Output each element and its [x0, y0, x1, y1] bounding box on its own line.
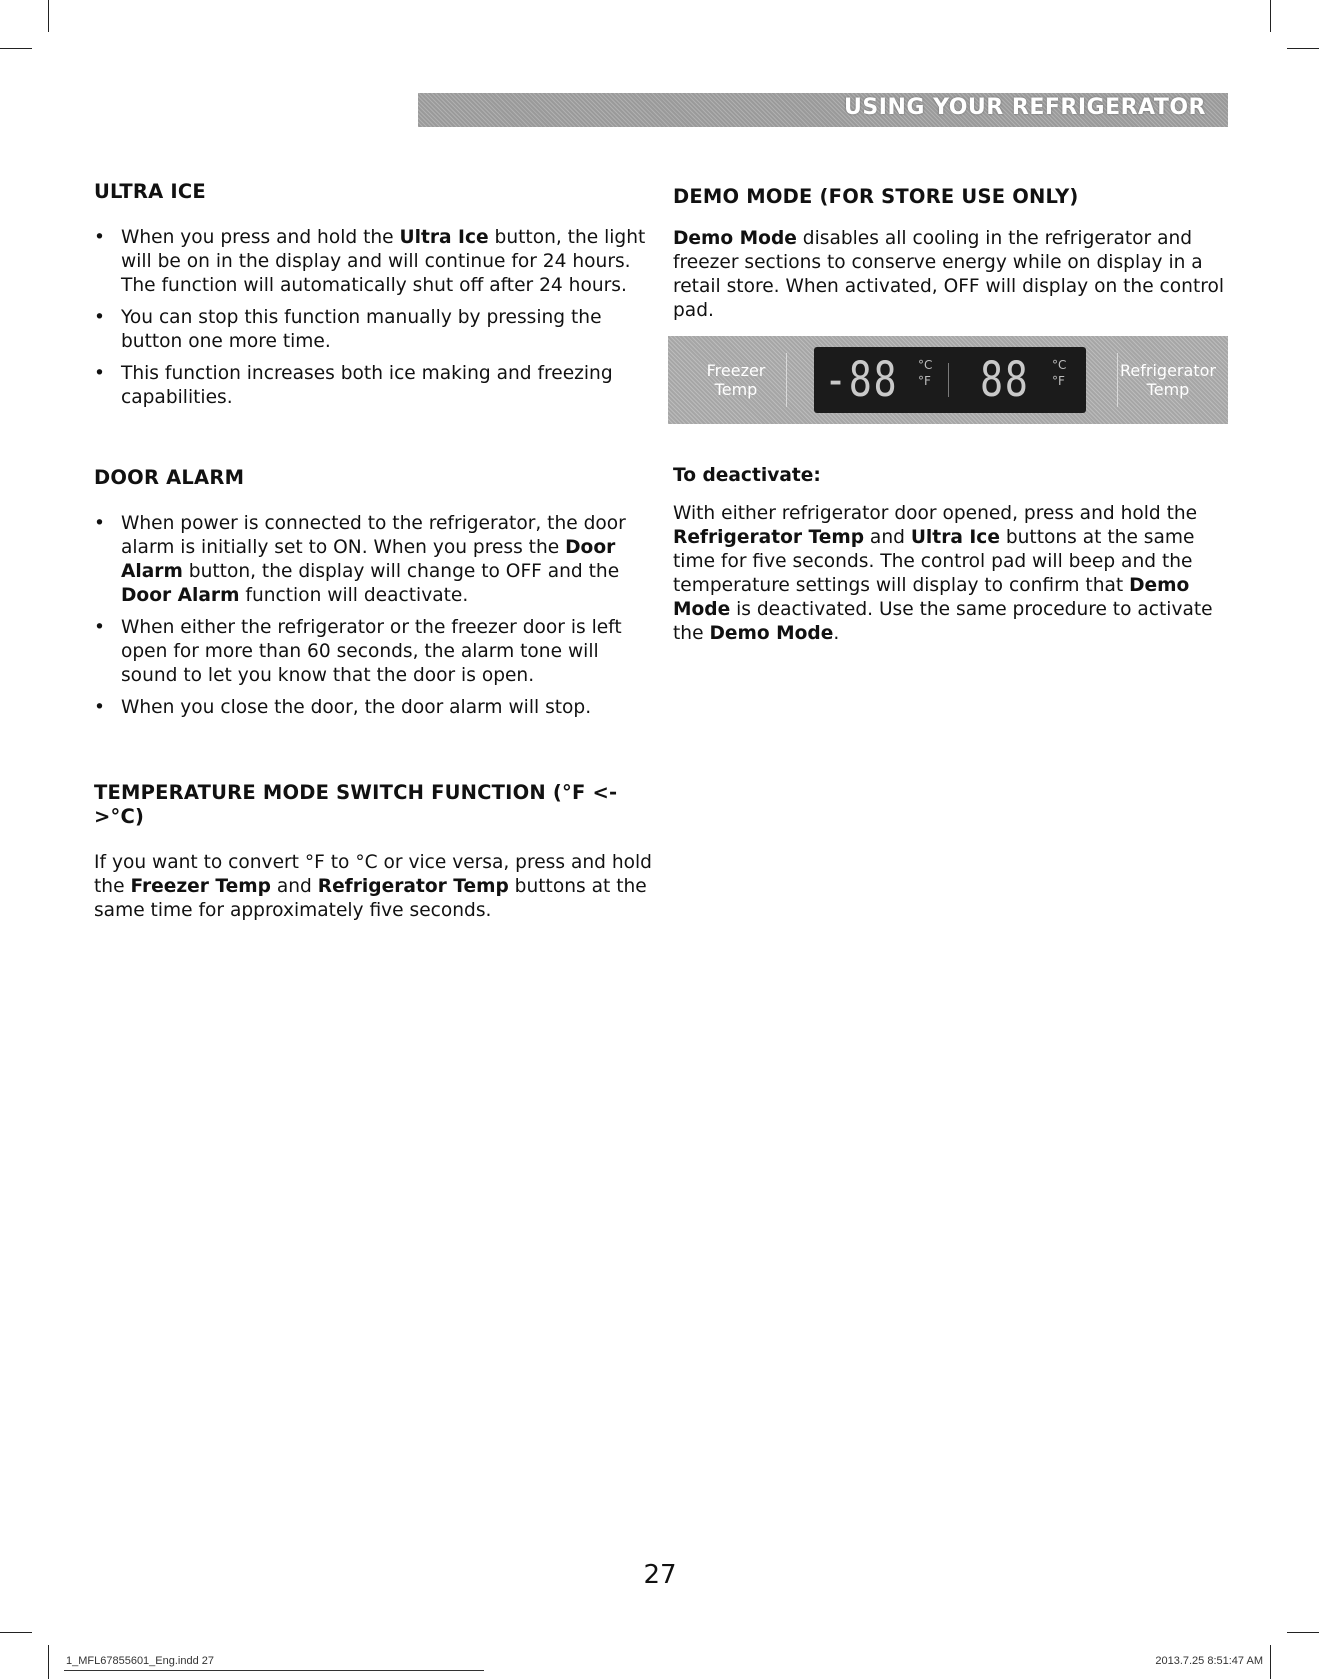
demo-mode-term: Demo Mode [673, 228, 797, 249]
text-run: disables all cooling in the refrigerator and freezer sections to conserve energy while on display in a retail store. When activated, OFF will display on the control pad. [673, 228, 1225, 321]
bullet-icon: • [94, 363, 105, 384]
crop-mark [0, 1632, 32, 1633]
celsius-indicator: °C [1052, 358, 1067, 372]
text-run: . [833, 623, 840, 644]
door-alarm-section [94, 466, 654, 728]
text-run: buttons at the same time for approximately five seconds. [94, 876, 647, 921]
control-panel-illustration [668, 336, 1228, 424]
lcd-display [814, 347, 1086, 413]
refrigerator-temp-term: Refrigerator Temp [317, 876, 509, 897]
list-item [94, 512, 654, 608]
slug-rule [64, 1670, 484, 1671]
list-item [94, 696, 654, 720]
fahrenheit-indicator: °F [918, 374, 931, 388]
crop-mark [1287, 1632, 1319, 1633]
door-alarm-heading: DOOR ALARM [94, 466, 245, 489]
freezer-temp-button [686, 353, 787, 407]
list-item [94, 362, 654, 410]
door-alarm-term: Door Alarm [121, 537, 616, 582]
text-run: button, the display will change to OFF and the [182, 561, 620, 582]
bullet-icon: • [94, 697, 105, 718]
celsius-indicator: °C [918, 358, 933, 372]
text-run: When power is connected to the refrigerator, the door alarm is initially set to ON. When you press the [121, 513, 626, 558]
bullet-icon: • [94, 307, 105, 328]
button-label: Refrigerator [1120, 361, 1216, 380]
button-label: Temp [1146, 380, 1190, 399]
text-run: button, the light will be on in the display and will continue for 24 hours. The function will automatically shut off after 24 hours. [121, 227, 646, 296]
crop-mark [1270, 1645, 1271, 1679]
banner-title: USING YOUR REFRIGERATOR [844, 95, 1206, 120]
fahrenheit-indicator: °F [1052, 374, 1065, 388]
door-alarm-term: Door Alarm [121, 585, 240, 606]
date-slug: 2013.7.25 8:51:47 AM [1155, 1655, 1263, 1667]
door-alarm-list [94, 512, 654, 720]
ultra-ice-term: Ultra Ice [399, 227, 489, 248]
demo-mode-section [673, 185, 1233, 323]
demo-mode-term: Demo Mode [709, 623, 834, 644]
display-divider [948, 363, 949, 397]
temp-mode-section [94, 781, 654, 923]
text-run: When you press and hold the [121, 227, 400, 248]
crop-mark [1287, 48, 1319, 49]
text-run: function will deactivate. [239, 585, 469, 606]
ultra-ice-section [94, 180, 654, 418]
button-label: Temp [714, 380, 758, 399]
refrigerator-temp-digits: 88 [980, 352, 1030, 408]
demo-mode-term: Demo Mode [673, 575, 1190, 620]
freezer-temp-term: Freezer Temp [130, 876, 271, 897]
refrigerator-temp-term: Refrigerator Temp [673, 527, 865, 548]
ultra-ice-heading: ULTRA ICE [94, 180, 206, 203]
freezer-temp-digits: -88 [824, 352, 899, 408]
button-label: Freezer [706, 361, 766, 380]
deactivate-heading: To deactivate: [673, 465, 821, 486]
text-run: With either refrigerator door opened, press and hold the [673, 503, 1198, 524]
demo-mode-paragraph [673, 227, 1233, 323]
list-item [94, 616, 654, 688]
crop-mark [0, 48, 32, 49]
text-run: When either the refrigerator or the freezer door is left open for more than 60 seconds, the alarm tone will sound to let you know that the door is open. [121, 617, 622, 686]
refrigerator-temp-button [1117, 353, 1218, 407]
demo-mode-heading: DEMO MODE (FOR STORE USE ONLY) [673, 185, 1079, 208]
text-run: and [270, 876, 318, 897]
section-banner [418, 93, 1228, 127]
text-run: buttons at the same time for five seconds. The control pad will beep and the temperature settings will display to confirm that [673, 527, 1195, 596]
bullet-icon: • [94, 513, 105, 534]
file-slug: 1_MFL67855601_Eng.indd 27 [66, 1655, 215, 1667]
list-item [94, 226, 654, 298]
text-run: and [864, 527, 911, 548]
temp-mode-heading: TEMPERATURE MODE SWITCH FUNCTION (°F <->°C) [94, 781, 618, 828]
temp-mode-paragraph [94, 851, 654, 923]
crop-mark [48, 0, 49, 32]
deactivate-section [673, 464, 1233, 646]
page-number: 27 [643, 1560, 677, 1590]
crop-mark [48, 1645, 49, 1679]
bullet-icon: • [94, 617, 105, 638]
ultra-ice-term: Ultra Ice [910, 527, 1000, 548]
bullet-icon: • [94, 227, 105, 248]
text-run: When you close the door, the door alarm will stop. [121, 697, 592, 718]
text-run: If you want to convert °F to °C or vice versa, press and hold the [94, 852, 652, 897]
text-run: This function increases both ice making and freezing capabilities. [121, 363, 613, 408]
deactivate-paragraph [673, 502, 1233, 646]
list-item [94, 306, 654, 354]
text-run: You can stop this function manually by pressing the button one more time. [121, 307, 602, 352]
crop-mark [1270, 0, 1271, 32]
ultra-ice-list [94, 226, 654, 410]
text-run: is deactivated. Use the same procedure to activate the [673, 599, 1213, 644]
